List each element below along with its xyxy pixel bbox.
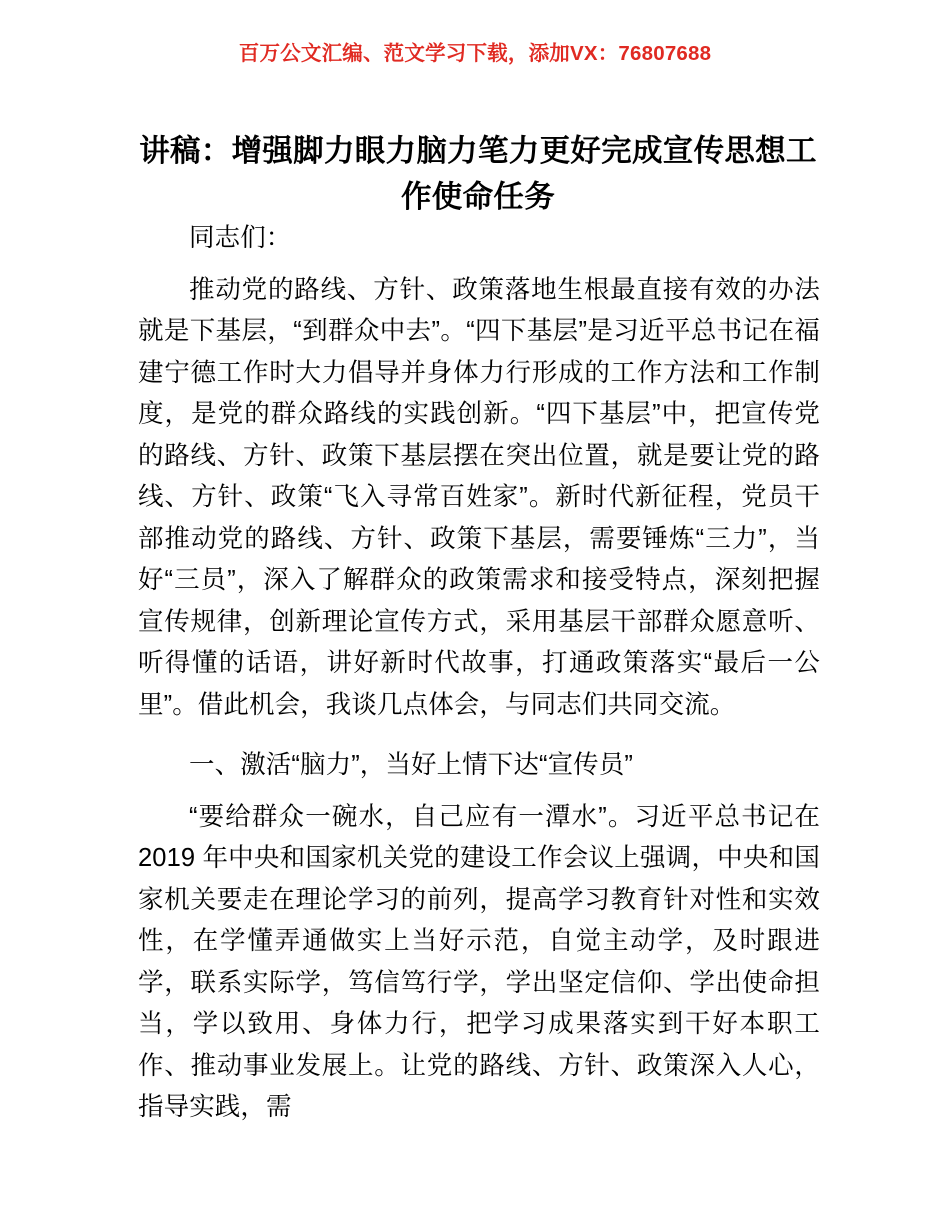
- section-heading-1: 一、激活“脑力”，当好上情下达“宣传员”: [189, 751, 633, 779]
- paragraph-intro: 推动党的路线、方针、政策落地生根最直接有效的办法就是下基层，“到群众中去”。“四下基层”是习近平总书记在福建宁德工作时大力倡导并身体力行形成的工作方法和工作制度，是党的群众路线的实践创新。“四下基层”中，把宣传党的路线、方针、政策下基层摆在突出位置，就是要让党的路线、方针、政策“飞入寻常百姓家”。新时代新征程，党员干部推动党的路线、方针、政策下基层，需要锤炼“三力”，当好“三员”，深入了解群众的政策需求和接受特点，深刻把握宣传规律，创新理论宣传方式，采用基层干部群众愿意听、听得懂的话语，讲好新时代故事，打通政策落实“最后一公里”。借此机会，我谈几点体会，与同志们共同交流。: [138, 275, 820, 719]
- paragraph-section-1-body: “要给群众一碗水，自己应有一潭水”。习近平总书记在 2019 年中央和国家机关党的建设工作会议上强调，中央和国家机关要走在理论学习的前列，提高学习教育针对性和实效性，在学懂弄通做实上当好示范，自觉主动学，及时跟进学，联系实际学，笃信笃行学，学出坚定信仰、学出使命担当，学以致用、身体力行，把学习成果落实到干好本职工作、推动事业发展上。让党的路线、方针、政策深入人心，指导实践，需: [138, 802, 820, 1121]
- document-body: [138, 218, 820, 1129]
- salutation-line: 同志们：: [189, 224, 292, 252]
- paragraph-spacer: [138, 726, 820, 735]
- document-title: 讲稿：增强脚力眼力脑力笔力更好完成宣传思想工作使命任务: [139, 134, 817, 215]
- promo-banner-text: 百万公文汇编、范文学习下载，添加VX：76807688: [238, 42, 712, 65]
